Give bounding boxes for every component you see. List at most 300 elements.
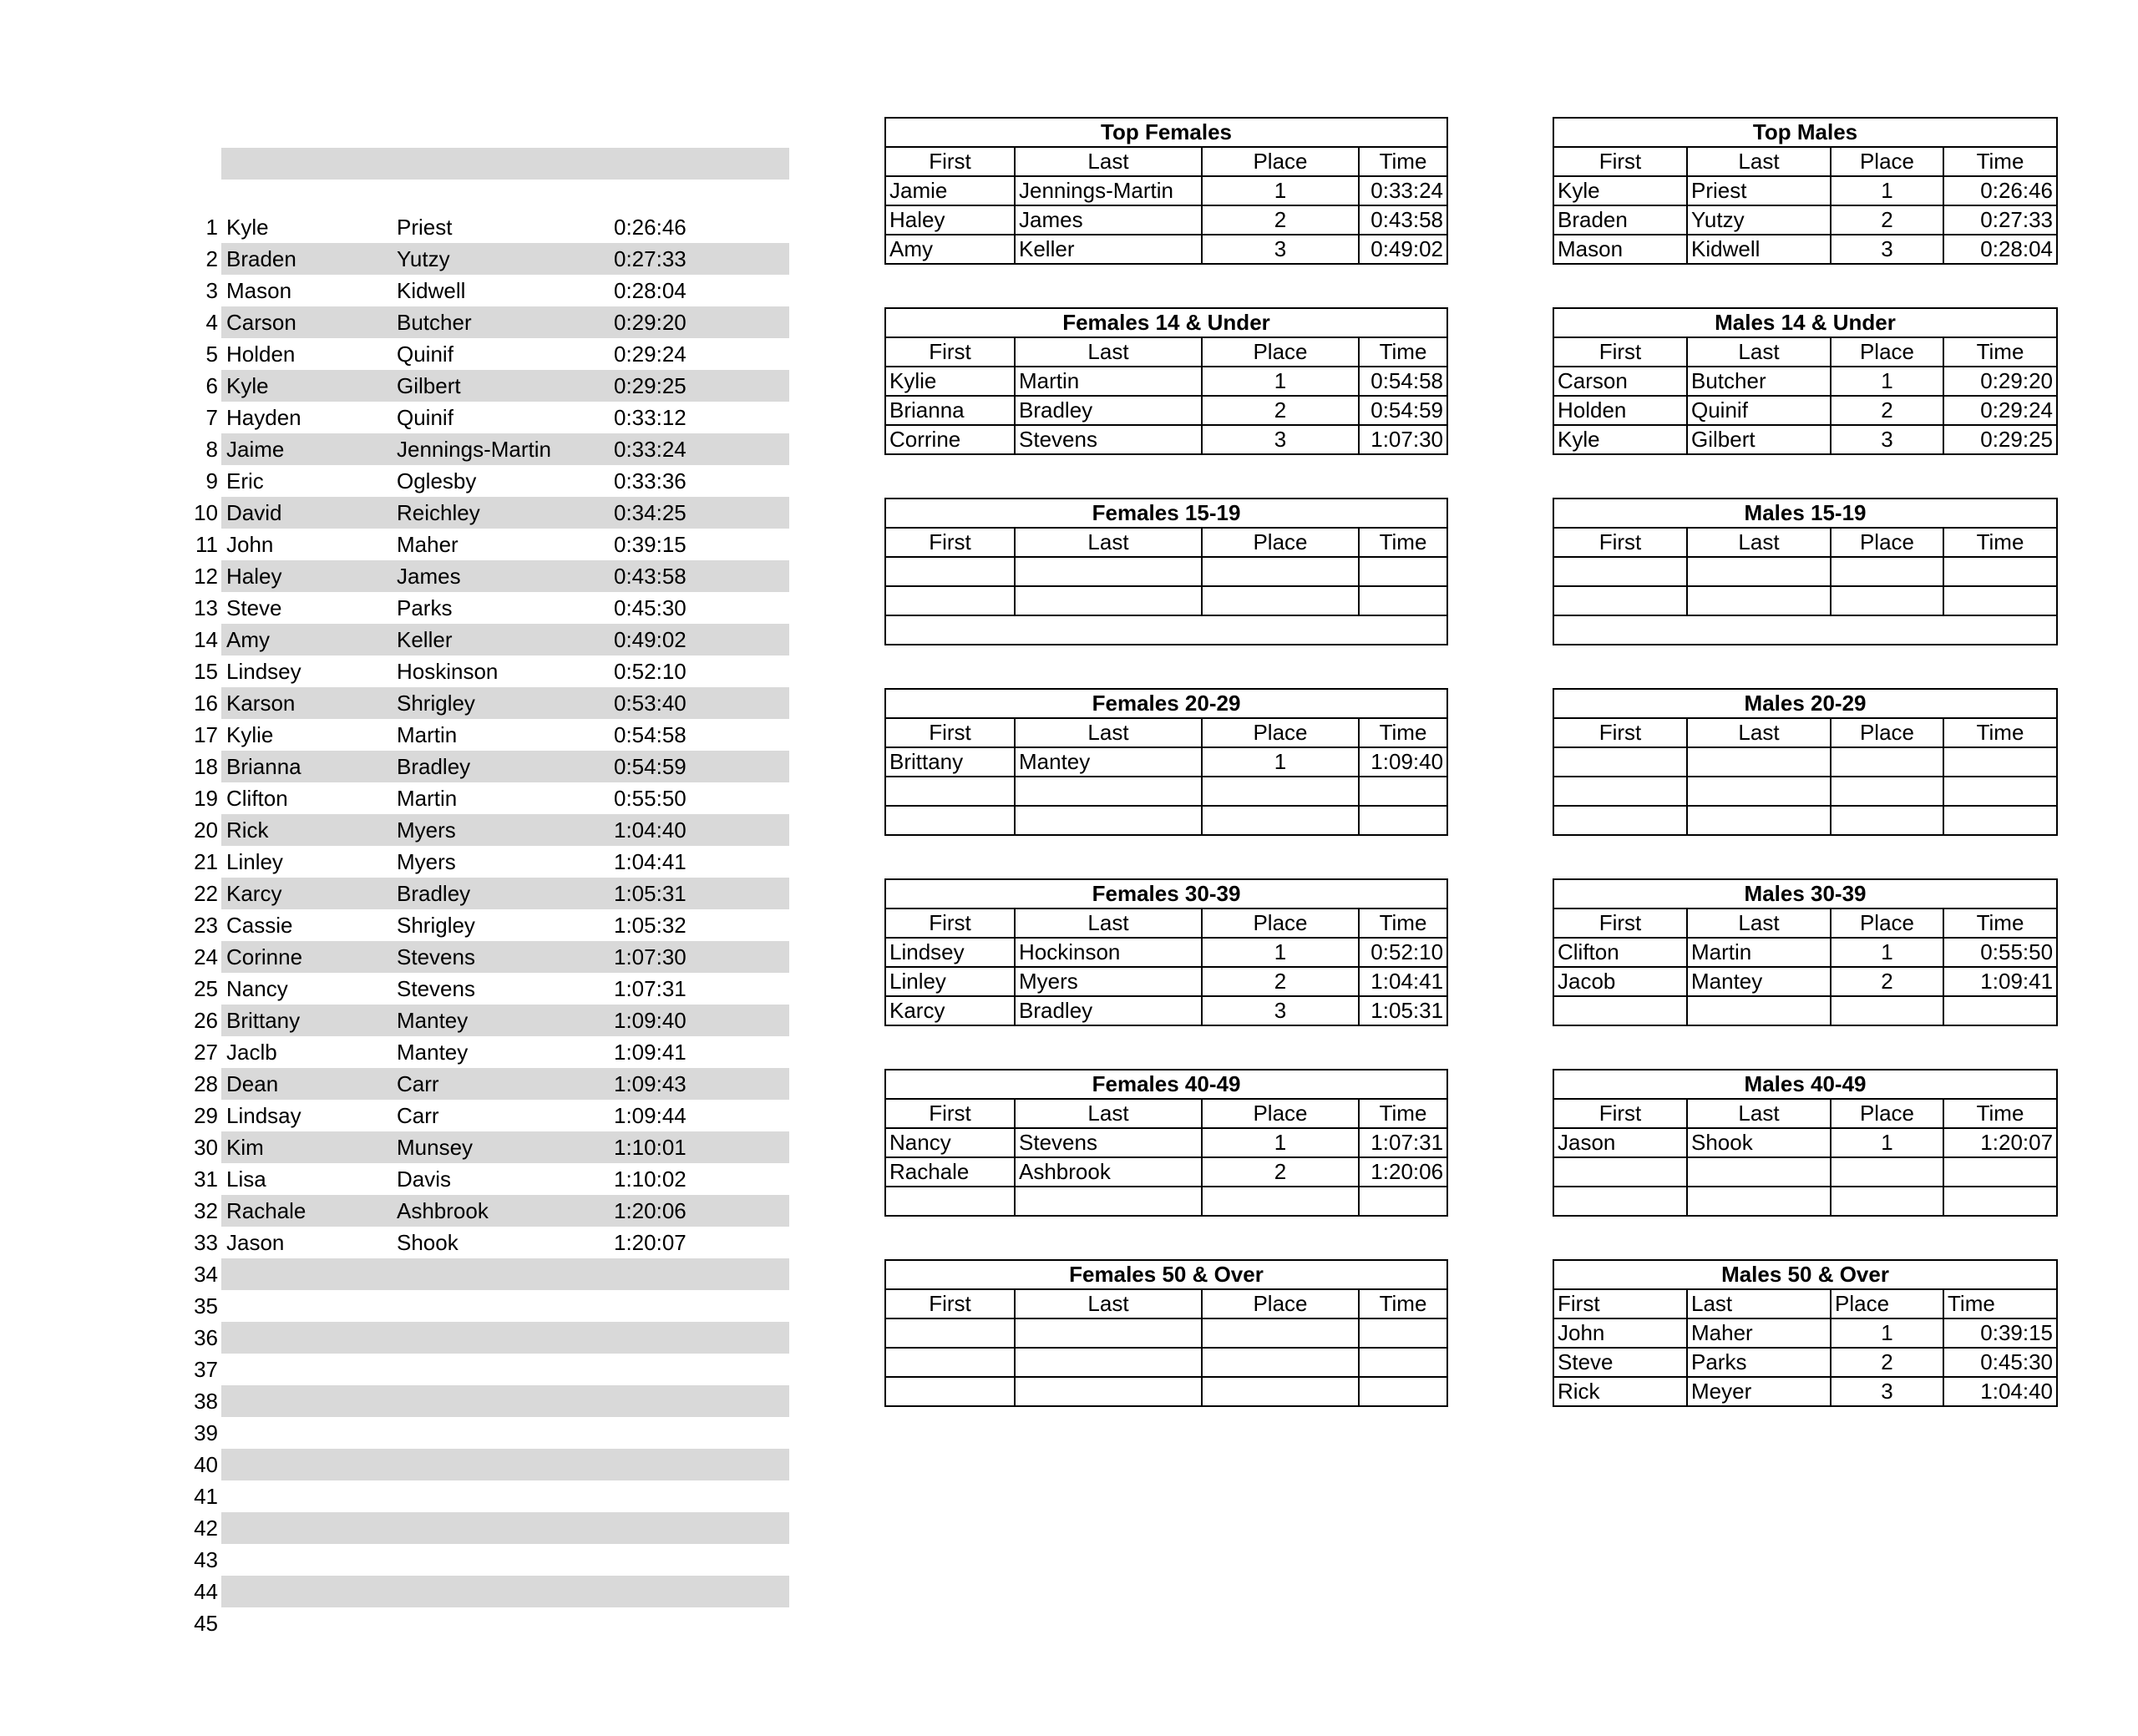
category-title: Males 14 & Under	[1553, 308, 2057, 337]
result-time: 1:09:44	[614, 1103, 686, 1128]
result-number: 33	[194, 1230, 218, 1255]
result-first-name: Nancy	[226, 976, 288, 1001]
row-band	[221, 909, 789, 941]
row-band	[221, 275, 789, 306]
result-time: 1:10:02	[614, 1167, 686, 1192]
result-last-name: Ashbrook	[397, 1198, 489, 1223]
cell-first: Mason	[1553, 235, 1687, 264]
header-row	[885, 1289, 1447, 1318]
result-number: 19	[194, 786, 218, 811]
column-header-last: Last	[1687, 1099, 1831, 1128]
row-band	[221, 370, 789, 402]
cell-time	[1359, 806, 1447, 835]
cell-last: Meyer	[1687, 1377, 1831, 1406]
row-band	[221, 1576, 789, 1607]
column-header-first: First	[885, 1289, 1015, 1318]
cell-time: 0:54:58	[1359, 367, 1447, 396]
cell-place: 3	[1831, 235, 1943, 264]
cell-first: Brianna	[885, 396, 1015, 425]
result-row	[171, 624, 798, 655]
row-band	[221, 465, 789, 497]
cell-place: 2	[1202, 205, 1359, 235]
result-first-name: Rick	[226, 817, 269, 843]
cell-time: 1:07:31	[1359, 1128, 1447, 1157]
column-header-first: First	[885, 1099, 1015, 1128]
cell-last: Parks	[1687, 1348, 1831, 1377]
result-time: 0:29:24	[614, 342, 686, 367]
column-header-last: Last	[1687, 337, 1831, 367]
result-last-name: Oglesby	[397, 468, 477, 493]
category-title: Males 50 & Over	[1553, 1260, 2057, 1289]
cell-time	[1943, 557, 2057, 586]
result-first-name: Jaime	[226, 437, 285, 462]
column-header-place: Place	[1831, 718, 1943, 747]
table-row	[885, 396, 1447, 425]
males-category-table	[1553, 878, 2058, 1026]
header-row	[1553, 1099, 2057, 1128]
table-row	[1553, 1128, 2057, 1157]
result-first-name: Braden	[226, 246, 296, 271]
category-title: Males 40-49	[1553, 1070, 2057, 1099]
cell-first: Corrine	[885, 425, 1015, 454]
cell-first	[885, 806, 1015, 835]
result-last-name: Kidwell	[397, 278, 466, 303]
category-title: Females 15-19	[885, 499, 1447, 528]
row-band	[221, 497, 789, 529]
cell-first: Holden	[1553, 396, 1687, 425]
table-row	[885, 367, 1447, 396]
cell-time	[1359, 1318, 1447, 1348]
table-row	[1553, 396, 2057, 425]
row-band	[221, 306, 789, 338]
category-title: Females 30-39	[885, 879, 1447, 908]
cell-last	[1015, 777, 1202, 806]
cell-place: 3	[1202, 235, 1359, 264]
row-band	[221, 1258, 789, 1290]
cell-first	[1553, 777, 1687, 806]
table-row	[1553, 1187, 2057, 1216]
cell-first: Amy	[885, 235, 1015, 264]
cell-last: Bradley	[1015, 996, 1202, 1025]
cell-first	[885, 557, 1015, 586]
result-first-name: Kim	[226, 1135, 264, 1160]
results-list	[171, 211, 798, 1639]
result-first-name: Eric	[226, 468, 264, 493]
row-band	[221, 1544, 789, 1576]
table-row	[885, 1348, 1447, 1377]
result-time: 0:34:25	[614, 500, 686, 525]
result-last-name: Yutzy	[397, 246, 450, 271]
column-header-place: Place	[1831, 147, 1943, 176]
result-first-name: Linley	[226, 849, 283, 874]
cell-place	[1831, 557, 1943, 586]
cell-time	[1359, 1187, 1447, 1216]
result-last-name: Munsey	[397, 1135, 474, 1160]
females-category-table	[884, 1259, 1448, 1407]
cell-place: 2	[1202, 967, 1359, 996]
table-row	[885, 557, 1447, 586]
table-row	[1553, 777, 2057, 806]
result-time: 0:43:58	[614, 564, 686, 589]
table-row	[1553, 1157, 2057, 1187]
result-number: 20	[194, 817, 218, 843]
result-last-name: Reichley	[397, 500, 480, 525]
row-band	[221, 751, 789, 782]
result-row	[171, 973, 798, 1005]
cell-time: 0:29:24	[1943, 396, 2057, 425]
result-time: 1:07:31	[614, 976, 686, 1001]
result-last-name: Stevens	[397, 976, 475, 1001]
column-header-time: Time	[1359, 1289, 1447, 1318]
column-header-place: Place	[1202, 718, 1359, 747]
cell-last	[1015, 586, 1202, 615]
result-row	[171, 1163, 798, 1195]
result-last-name: Carr	[397, 1071, 439, 1096]
cell-last	[1687, 996, 1831, 1025]
header-row	[1553, 1289, 2057, 1318]
result-first-name: Amy	[226, 627, 270, 652]
result-first-name: Rachale	[226, 1198, 307, 1223]
result-first-name: Lindsay	[226, 1103, 301, 1128]
result-time: 0:49:02	[614, 627, 686, 652]
result-number: 38	[194, 1389, 218, 1414]
cell-place: 2	[1831, 205, 1943, 235]
table-row	[885, 806, 1447, 835]
cell-place	[1202, 1377, 1359, 1406]
category-title: Females 20-29	[885, 689, 1447, 718]
result-first-name: Mason	[226, 278, 292, 303]
table-row	[885, 1157, 1447, 1187]
row-band	[221, 338, 789, 370]
header-row	[1553, 908, 2057, 938]
column-header-time: Time	[1359, 908, 1447, 938]
result-number: 34	[194, 1262, 218, 1287]
result-last-name: Maher	[397, 532, 459, 557]
result-number: 15	[194, 659, 218, 684]
cell-last	[1015, 1318, 1202, 1348]
result-first-name: Brianna	[226, 754, 301, 779]
cell-first	[885, 1187, 1015, 1216]
cell-first: Clifton	[1553, 938, 1687, 967]
row-band	[221, 1512, 789, 1544]
result-first-name: Kylie	[226, 722, 274, 747]
result-time: 0:45:30	[614, 595, 686, 620]
row-band	[221, 1068, 789, 1100]
result-last-name: Quinif	[397, 342, 453, 367]
cell-last: Stevens	[1015, 425, 1202, 454]
cell-first	[885, 1348, 1015, 1377]
column-header-first: First	[1553, 718, 1687, 747]
column-header-place: Place	[1831, 337, 1943, 367]
result-number: 14	[194, 627, 218, 652]
row-band	[221, 1131, 789, 1163]
cell-last: Shook	[1687, 1128, 1831, 1157]
blank-merged-cell	[885, 615, 1447, 645]
table-row	[1553, 806, 2057, 835]
cell-place	[1202, 557, 1359, 586]
cell-place	[1202, 777, 1359, 806]
cell-time	[1359, 586, 1447, 615]
cell-place: 1	[1202, 747, 1359, 777]
result-row	[171, 306, 798, 338]
cell-last: Butcher	[1687, 367, 1831, 396]
table-row	[1553, 557, 2057, 586]
category-title: Top Females	[885, 118, 1447, 147]
header-row	[1553, 528, 2057, 557]
header-row	[885, 528, 1447, 557]
result-time: 0:29:20	[614, 310, 686, 335]
cell-time: 1:09:40	[1359, 747, 1447, 777]
row-band	[221, 655, 789, 687]
result-number: 32	[194, 1198, 218, 1223]
cell-place	[1202, 1348, 1359, 1377]
result-last-name: Quinif	[397, 405, 453, 430]
cell-last: Bradley	[1015, 396, 1202, 425]
cell-first	[885, 586, 1015, 615]
result-last-name: Martin	[397, 786, 458, 811]
cell-first: Steve	[1553, 1348, 1687, 1377]
result-row	[171, 1068, 798, 1100]
result-number: 6	[205, 373, 218, 398]
result-number: 45	[194, 1611, 218, 1636]
result-time: 0:55:50	[614, 786, 686, 811]
cell-place: 1	[1831, 1128, 1943, 1157]
cell-first: Haley	[885, 205, 1015, 235]
result-number: 39	[194, 1420, 218, 1445]
result-row	[171, 909, 798, 941]
cell-place	[1202, 1318, 1359, 1348]
cell-place: 1	[1831, 176, 1943, 205]
result-number: 31	[194, 1167, 218, 1192]
result-last-name: Martin	[397, 722, 458, 747]
males-category-table	[1553, 688, 2058, 836]
cell-last: Stevens	[1015, 1128, 1202, 1157]
header-row	[885, 337, 1447, 367]
cell-time: 1:04:41	[1359, 967, 1447, 996]
result-time: 0:27:33	[614, 246, 686, 271]
cell-first	[885, 1377, 1015, 1406]
cell-place	[1831, 996, 1943, 1025]
result-time: 0:54:58	[614, 722, 686, 747]
result-number: 8	[205, 437, 218, 462]
cell-place: 1	[1831, 938, 1943, 967]
category-title: Females 40-49	[885, 1070, 1447, 1099]
table-row	[1553, 205, 2057, 235]
cell-last: Gilbert	[1687, 425, 1831, 454]
column-header-place: Place	[1202, 908, 1359, 938]
cell-time: 0:43:58	[1359, 205, 1447, 235]
results-header-band	[221, 148, 789, 180]
column-header-time: Time	[1359, 1099, 1447, 1128]
result-time: 0:33:24	[614, 437, 686, 462]
column-header-place: Place	[1202, 147, 1359, 176]
cell-last	[1015, 1348, 1202, 1377]
cell-last: Priest	[1687, 176, 1831, 205]
result-last-name: Bradley	[397, 754, 471, 779]
result-last-name: Shook	[397, 1230, 459, 1255]
females-category-table	[884, 307, 1448, 455]
result-first-name: Corinne	[226, 944, 303, 969]
category-title: Males 20-29	[1553, 689, 2057, 718]
cell-time: 1:05:31	[1359, 996, 1447, 1025]
column-header-time: Time	[1943, 528, 2057, 557]
cell-last	[1687, 747, 1831, 777]
result-number: 25	[194, 976, 218, 1001]
table-row	[1553, 996, 2057, 1025]
result-row	[171, 1576, 798, 1607]
cell-time: 1:20:07	[1943, 1128, 2057, 1157]
column-header-time: Time	[1943, 1099, 2057, 1128]
column-header-first: First	[1553, 528, 1687, 557]
result-row	[171, 1227, 798, 1258]
row-band	[221, 973, 789, 1005]
result-row	[171, 719, 798, 751]
result-number: 1	[205, 215, 218, 240]
cell-last: Jennings-Martin	[1015, 176, 1202, 205]
cell-place	[1831, 806, 1943, 835]
column-header-time: Time	[1943, 908, 2057, 938]
table-row	[885, 615, 1447, 645]
column-header-last: Last	[1015, 908, 1202, 938]
table-row	[885, 1128, 1447, 1157]
cell-time: 0:33:24	[1359, 176, 1447, 205]
cell-last: Kidwell	[1687, 235, 1831, 264]
result-number: 2	[205, 246, 218, 271]
row-band	[221, 402, 789, 433]
row-band	[221, 1449, 789, 1480]
cell-time: 0:49:02	[1359, 235, 1447, 264]
cell-first	[1553, 747, 1687, 777]
row-band	[221, 1290, 789, 1322]
cell-time	[1943, 1187, 2057, 1216]
result-row	[171, 1480, 798, 1512]
result-first-name: John	[226, 532, 274, 557]
result-row	[171, 1290, 798, 1322]
result-time: 0:52:10	[614, 659, 686, 684]
cell-first: Rachale	[885, 1157, 1015, 1187]
result-first-name: Brittany	[226, 1008, 301, 1033]
result-row	[171, 1100, 798, 1131]
cell-last: Yutzy	[1687, 205, 1831, 235]
column-header-time: Time	[1359, 718, 1447, 747]
cell-place: 1	[1831, 367, 1943, 396]
cell-time: 1:04:40	[1943, 1377, 2057, 1406]
cell-time: 0:45:30	[1943, 1348, 2057, 1377]
cell-last: Quinif	[1687, 396, 1831, 425]
cell-last	[1687, 557, 1831, 586]
category-title: Females 50 & Over	[885, 1260, 1447, 1289]
header-row	[885, 147, 1447, 176]
row-band	[221, 1163, 789, 1195]
column-header-time: Time	[1943, 337, 2057, 367]
result-time: 1:09:40	[614, 1008, 686, 1033]
table-row	[885, 586, 1447, 615]
cell-place: 1	[1202, 367, 1359, 396]
result-last-name: Butcher	[397, 310, 472, 335]
cell-time	[1359, 557, 1447, 586]
column-header-first: First	[885, 718, 1015, 747]
result-first-name: Kyle	[226, 215, 269, 240]
cell-place: 2	[1202, 1157, 1359, 1187]
cell-first: Jacob	[1553, 967, 1687, 996]
table-row	[885, 235, 1447, 264]
table-row	[1553, 1348, 2057, 1377]
result-row	[171, 1005, 798, 1036]
result-last-name: Myers	[397, 849, 456, 874]
cell-last: Martin	[1015, 367, 1202, 396]
cell-place	[1202, 806, 1359, 835]
result-row	[171, 243, 798, 275]
cell-first	[1553, 586, 1687, 615]
result-last-name: Jennings-Martin	[397, 437, 551, 462]
result-row	[171, 878, 798, 909]
row-band	[221, 1417, 789, 1449]
column-header-first: First	[1553, 908, 1687, 938]
cell-time: 1:20:06	[1359, 1157, 1447, 1187]
row-band	[221, 560, 789, 592]
column-header-time: Time	[1359, 528, 1447, 557]
row-band	[221, 719, 789, 751]
category-title: Males 30-39	[1553, 879, 2057, 908]
result-last-name: Shrigley	[397, 913, 475, 938]
result-time: 1:20:06	[614, 1198, 686, 1223]
result-number: 36	[194, 1325, 218, 1350]
table-row	[1553, 367, 2057, 396]
cell-first: Braden	[1553, 205, 1687, 235]
cell-place	[1831, 586, 1943, 615]
cell-first	[885, 777, 1015, 806]
cell-time	[1943, 777, 2057, 806]
result-number: 27	[194, 1040, 218, 1065]
result-time: 0:26:46	[614, 215, 686, 240]
cell-time: 0:54:59	[1359, 396, 1447, 425]
result-last-name: Hoskinson	[397, 659, 499, 684]
result-first-name: Jaclb	[226, 1040, 277, 1065]
result-last-name: Carr	[397, 1103, 439, 1128]
cell-last: Hockinson	[1015, 938, 1202, 967]
column-header-last: Last	[1015, 1099, 1202, 1128]
result-time: 0:28:04	[614, 278, 686, 303]
cell-first: Jason	[1553, 1128, 1687, 1157]
column-header-time: Time	[1943, 718, 2057, 747]
row-band	[221, 687, 789, 719]
cell-last: Myers	[1015, 967, 1202, 996]
category-title: Males 15-19	[1553, 499, 2057, 528]
cell-time: 0:29:20	[1943, 367, 2057, 396]
cell-time	[1359, 1377, 1447, 1406]
result-time: 0:39:15	[614, 532, 686, 557]
table-row	[1553, 586, 2057, 615]
column-header-last: Last	[1687, 528, 1831, 557]
cell-last: Keller	[1015, 235, 1202, 264]
result-first-name: Hayden	[226, 405, 301, 430]
column-header-time: Time	[1943, 147, 2057, 176]
result-number: 12	[194, 564, 218, 589]
table-row	[1553, 235, 2057, 264]
row-band	[221, 782, 789, 814]
cell-place: 1	[1202, 176, 1359, 205]
result-row	[171, 751, 798, 782]
row-band	[221, 529, 789, 560]
result-number: 23	[194, 913, 218, 938]
result-last-name: Parks	[397, 595, 453, 620]
column-header-first: First	[1553, 1099, 1687, 1128]
category-title: Females 14 & Under	[885, 308, 1447, 337]
column-header-first: First	[885, 147, 1015, 176]
cell-place: 2	[1831, 967, 1943, 996]
result-row	[171, 655, 798, 687]
row-band	[221, 1005, 789, 1036]
